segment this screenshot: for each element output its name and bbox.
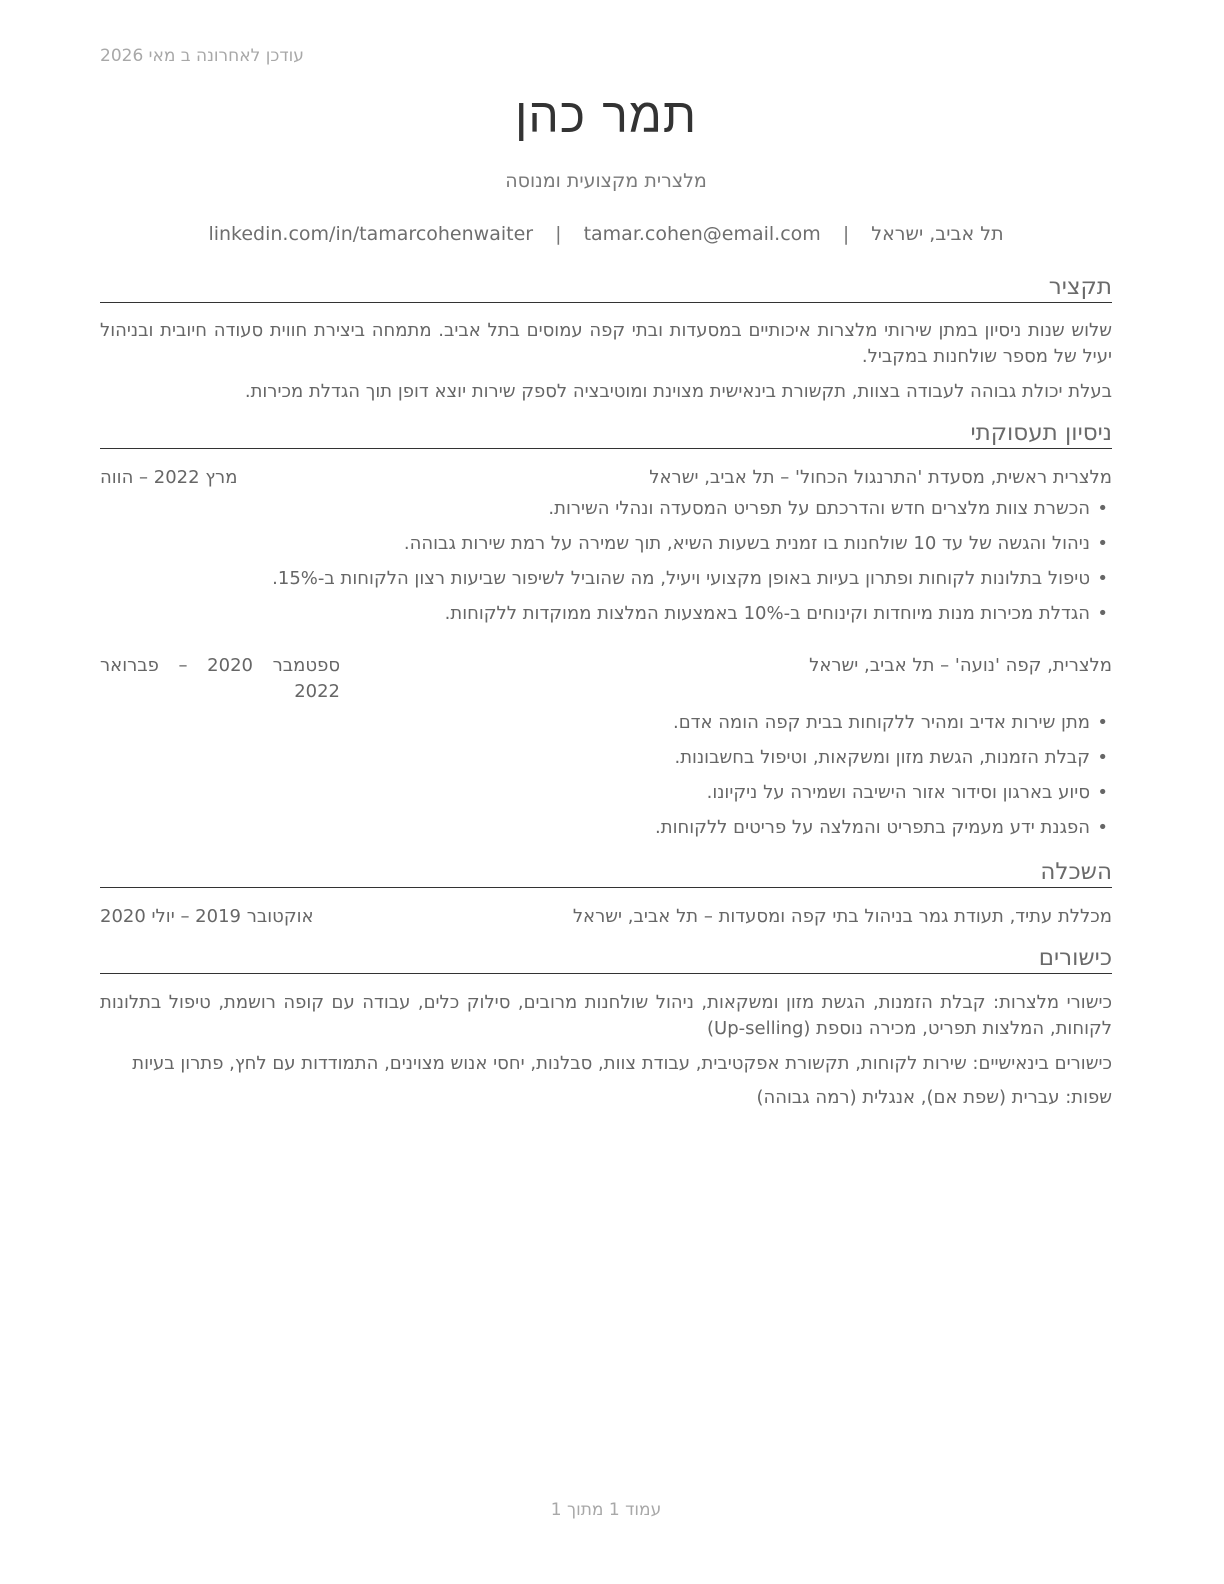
last-updated-text: עודכן לאחרונה ב מאי 2026: [100, 46, 304, 66]
list-item: • קבלת הזמנות, הגשת מזון ומשקאות, וטיפול בחשבונות.: [100, 745, 1112, 780]
summary-paragraph-1: שלוש שנות ניסיון במתן שירותי מלצרות איכותיים במסעדות ובתי קפה עמוסים בתל אביב. מתמחה ביצירת חווית סעודה חיובית ובניהול יעיל של מספר שולחנות במקביל.: [100, 320, 1112, 367]
skills-waiter: כישורי מלצרות: קבלת הזמנות, הגשת מזון ומשקאות, ניהול שולחנות מרובים, סילוק כלים, עבודה עם קופה רושמת, טיפול בתלונות לקוחות, המלצות תפריט, מכירה נוספת (Up-selling): [100, 992, 1112, 1039]
contact-separator: |: [555, 223, 562, 245]
skills-heading: כישורים: [100, 945, 1112, 974]
experience-heading: ניסיון תעסוקתי: [100, 420, 1112, 449]
job-bullets: [100, 710, 1112, 850]
job-bullets: [100, 496, 1112, 636]
education-heading: השכלה: [100, 859, 1112, 888]
contact-line: [100, 223, 1112, 245]
summary-heading: תקציר: [100, 274, 1112, 303]
education-title: מכללת עתיד, תעודת גמר בניהול בתי קפה ומסעדות – תל אביב, ישראל: [572, 906, 1112, 927]
education-dates: אוקטובר 2019 – יולי 2020: [100, 906, 314, 927]
list-item: • הכשרת צוות מלצרים חדש והדרכתם על תפריט המסעדה ונהלי השירות.: [100, 496, 1112, 531]
list-item: • טיפול בתלונות לקוחות ופתרון בעיות באופן מקצועי ויעיל, מה שהוביל לשיפור שביעות רצון הלקוחות ב-15%.: [100, 566, 1112, 601]
linkedin-link[interactable]: linkedin.com/in/tamarcohenwaiter: [208, 223, 534, 245]
summary-paragraph-2: בעלת יכולת גבוהה לעבודה בצוות, תקשורת בינאישית מצוינת ומוטיבציה לספק שירות יוצא דופן תוך הגדלת מכירות.: [244, 381, 1112, 402]
list-item: • הגדלת מכירות מנות מיוחדות וקינוחים ב-10% באמצעות המלצות ממוקדות ללקוחות.: [100, 601, 1112, 636]
contact-separator: |: [842, 223, 850, 245]
candidate-name: תמר כהן: [514, 88, 698, 144]
email-link[interactable]: tamar.cohen@email.com: [583, 223, 821, 245]
job-dates: מרץ 2022 – הווה: [100, 467, 238, 488]
job-dates: ספטמבר 2020 – פברואר 2022: [100, 655, 340, 702]
job-title: מלצרית, קפה 'נועה' – תל אביב, ישראל: [809, 655, 1112, 676]
list-item: • מתן שירות אדיב ומהיר ללקוחות בבית קפה הומה אדם.: [100, 710, 1112, 745]
location-text: תל אביב, ישראל: [871, 223, 1004, 245]
skills-languages: שפות: עברית (שפת אם), אנגלית (רמה גבוהה): [756, 1087, 1112, 1108]
resume-page: [100, 0, 1112, 1584]
candidate-headline: מלצרית מקצועית ומנוסה: [505, 170, 707, 192]
list-item: • הפגנת ידע מעמיק בתפריט והמלצה על פריטים ללקוחות.: [100, 815, 1112, 850]
list-item: • ניהול והגשה של עד 10 שולחנות בו זמנית בשעות השיא, תוך שמירה על רמת שירות גבוהה.: [100, 531, 1112, 566]
list-item: • סיוע בארגון וסידור אזור הישיבה ושמירה על ניקיונו.: [100, 780, 1112, 815]
skills-interpersonal: כישורים בינאישיים: שירות לקוחות, תקשורת אפקטיבית, עבודת צוות, סבלנות, יחסי אנוש מצוינים, התמודדות עם לחץ, פתרון בעיות: [132, 1053, 1112, 1074]
page-number: עמוד 1 מתוך 1: [550, 1500, 662, 1520]
job-title: מלצרית ראשית, מסעדת 'התרנגול הכחול' – תל אביב, ישראל: [649, 467, 1112, 488]
